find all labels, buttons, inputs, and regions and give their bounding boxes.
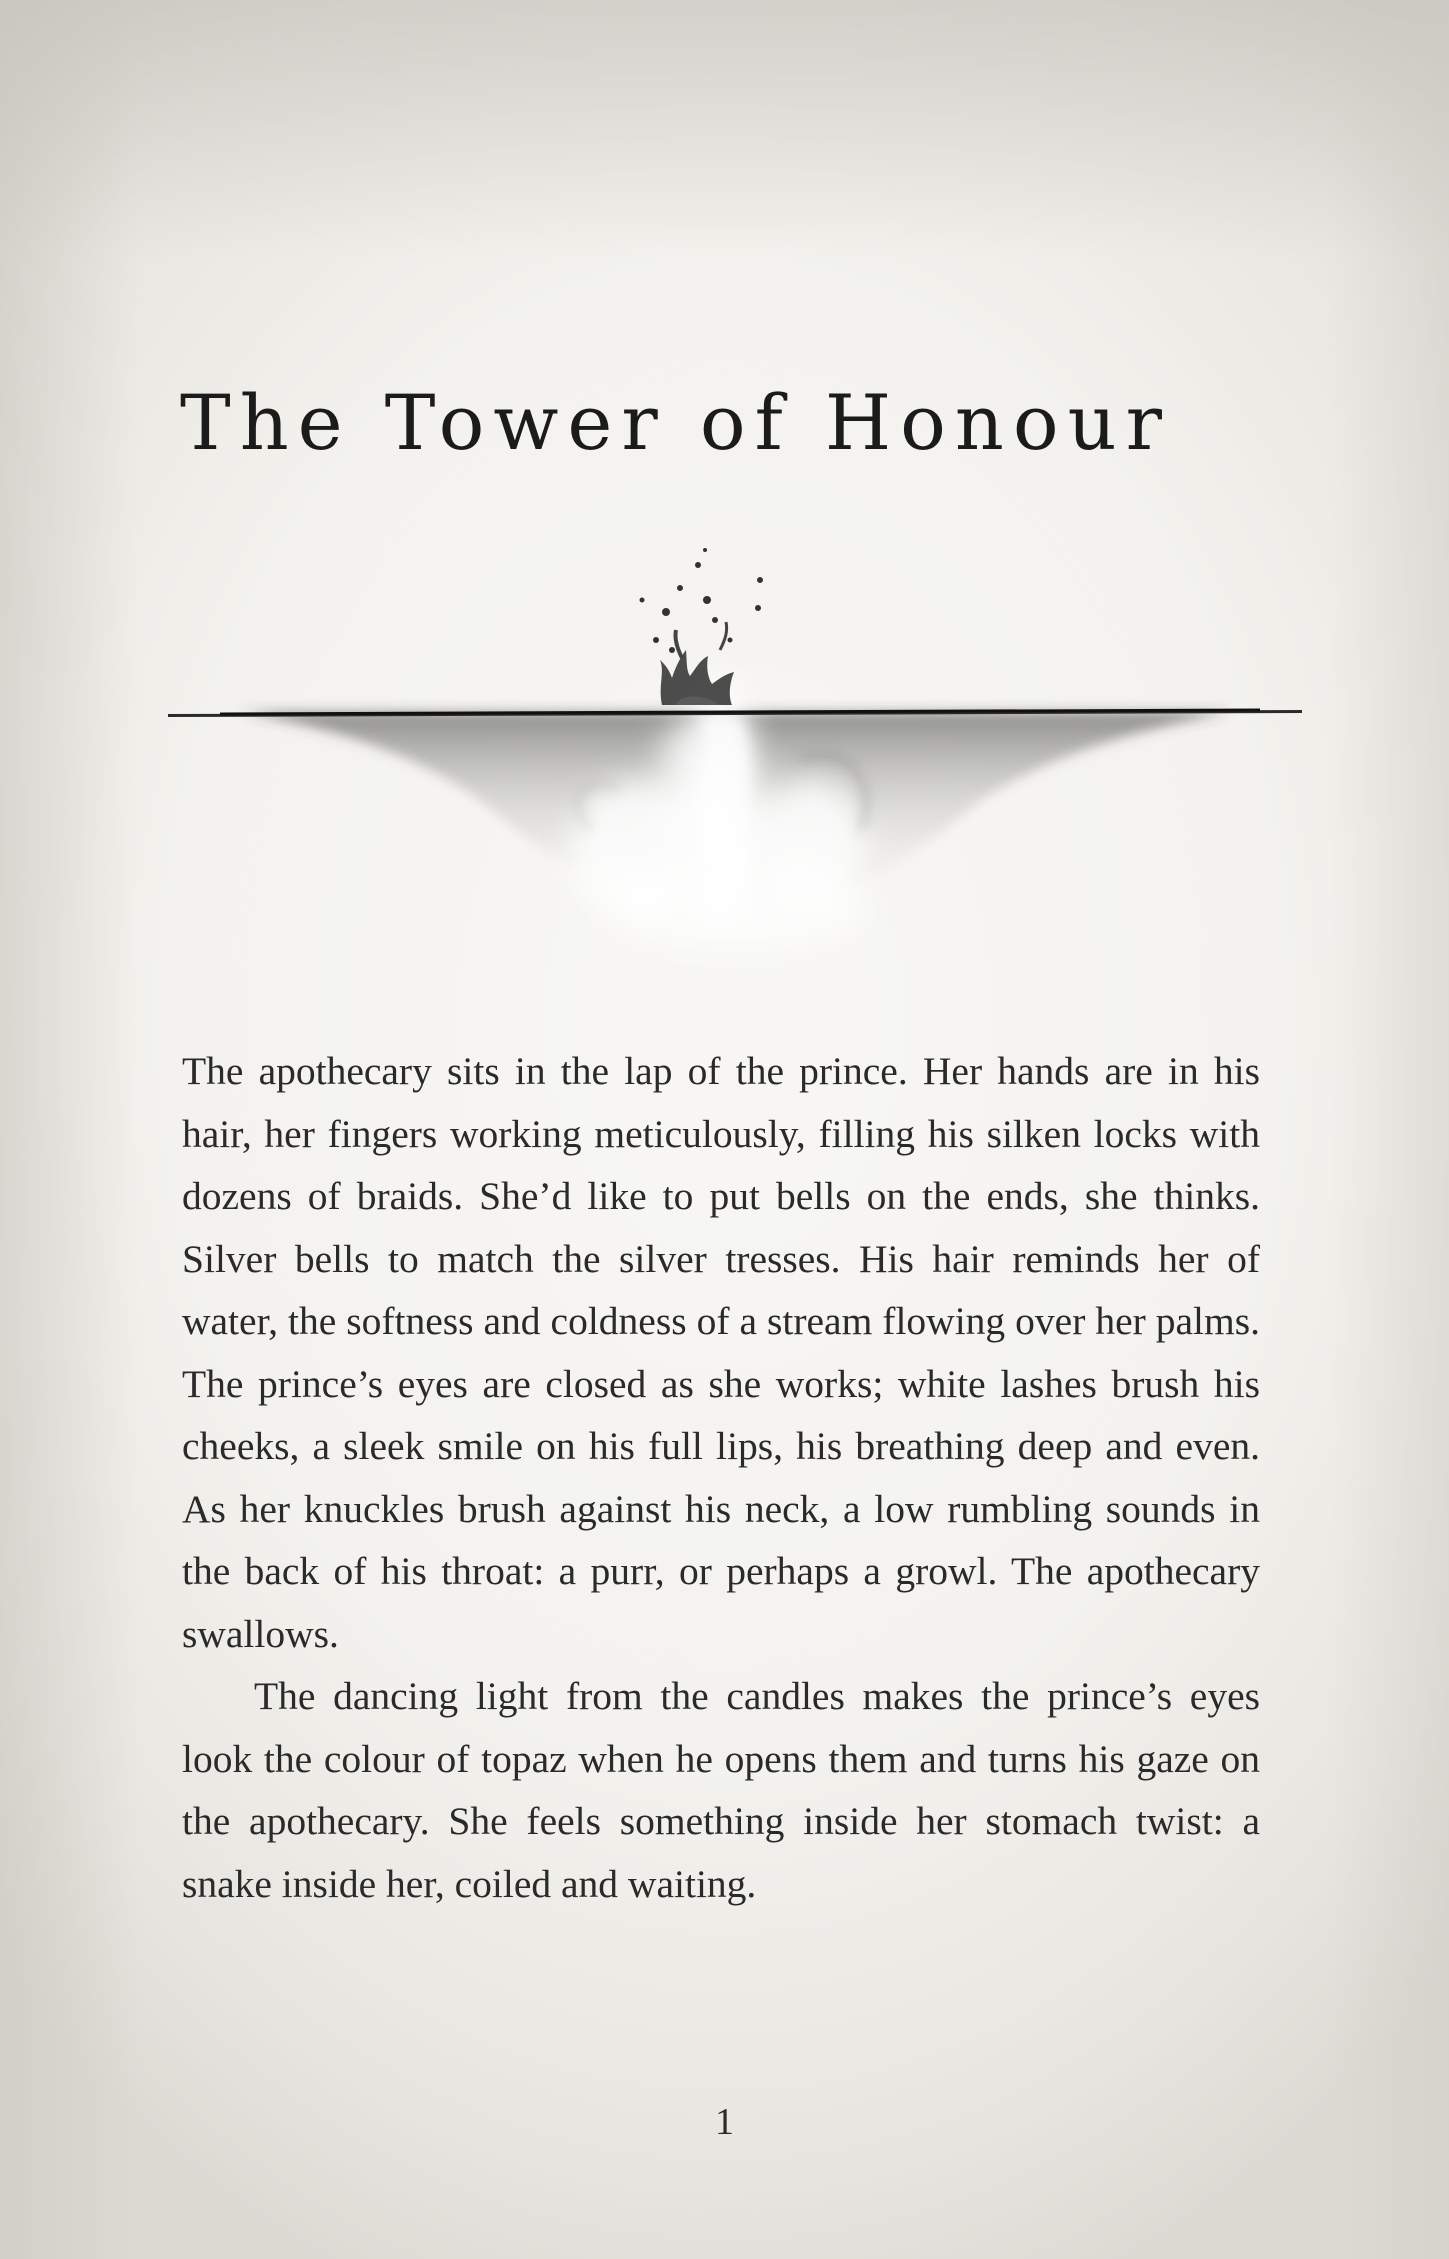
page-shadow-right [1329,0,1449,2259]
page-number: 1 [715,2101,734,2143]
paragraph: The apothecary sits in the lap of the prince. Her hands are in his hair, her fingers working meticulously, filling his silken locks with dozens of braids. She’d like to put bells on the ends, she thinks. Silver bells to match the silver tresses. His hair reminds her of water, the softness and coldness of a stream flowing over her palms. The prince’s eyes are closed as she works; white lashes brush his cheeks, a sleek smile on his full lips, his breathing deep and even. As her knuckles brush against his neck, a low rumbling sounds in the back of his throat: a purr, or perhaps a growl. The apothecary swallows. [182,1049,1260,1656]
page-shadow-top [0,0,1449,260]
paragraph: The dancing light from the candles makes the prince’s eyes look the colour of topaz when he opens them and turns his gaze on the apothecary. She feels something inside her stomach twist: a snake inside her, coiled and waiting. [182,1674,1260,1906]
splash-droplets [640,548,764,653]
page-shadow-left [0,0,140,2259]
chapter-body [182,1040,1260,1915]
water-splash-illustration [160,500,1310,980]
chapter-title: The Tower of Honour [180,378,1171,467]
